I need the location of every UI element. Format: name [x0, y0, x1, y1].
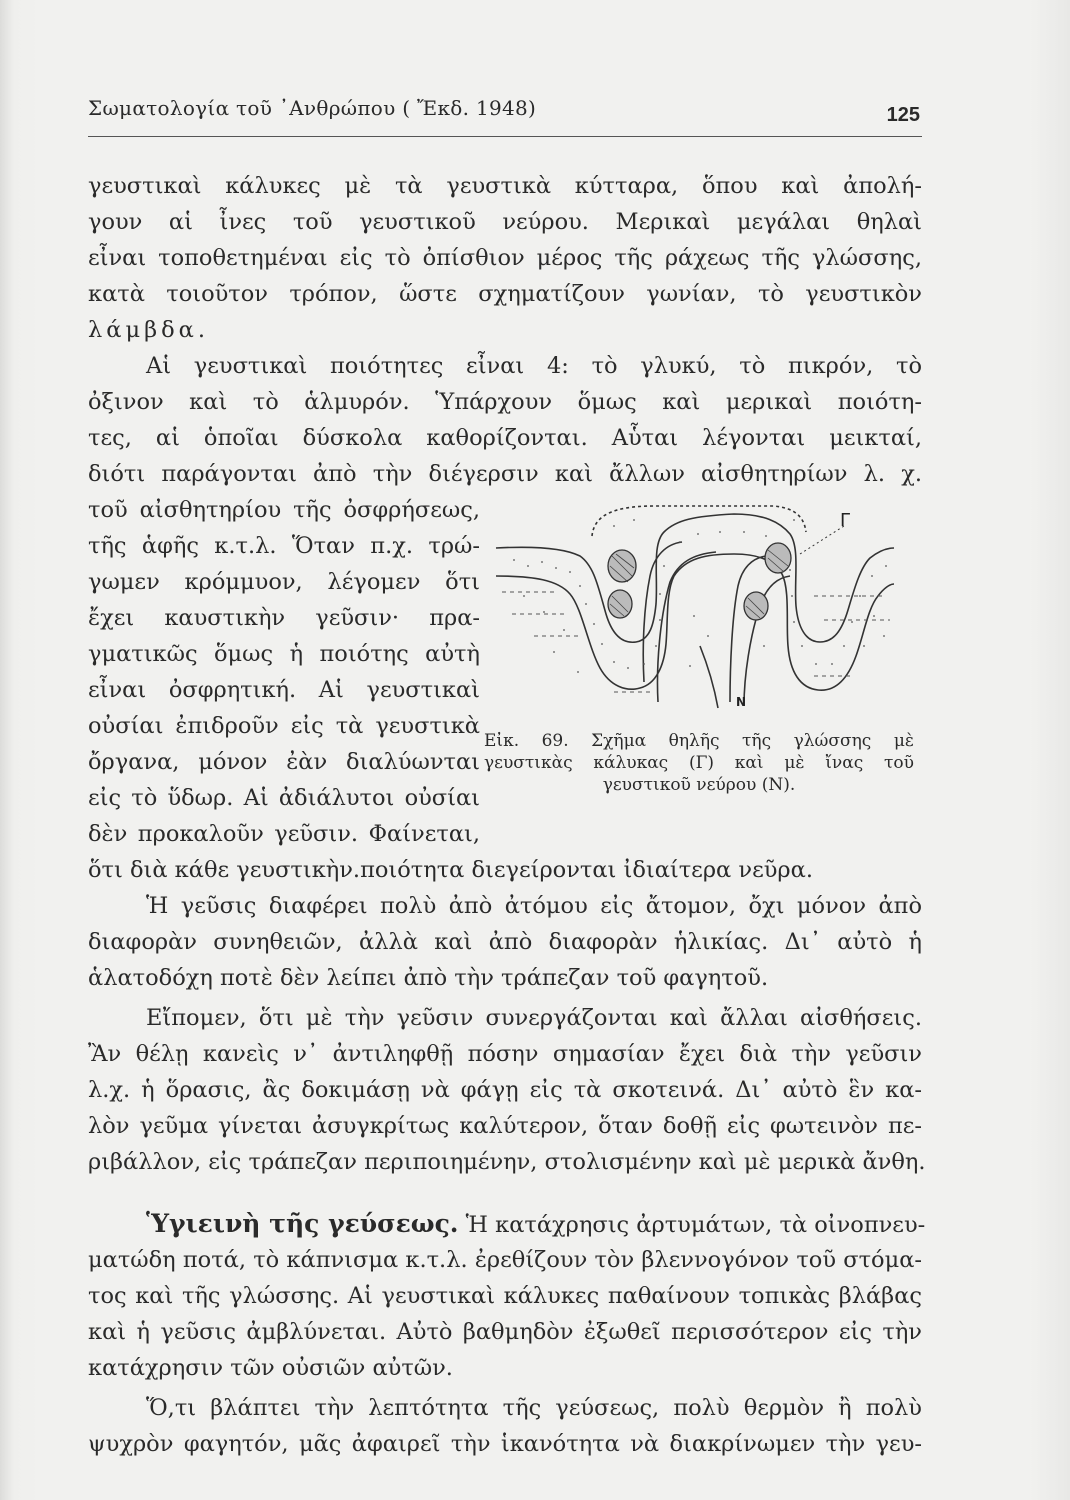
figure-caption-line: Εἰκ. 69. Σχῆμα θηλῆς τῆς γλώσσης μὲ — [484, 731, 914, 751]
text-line: λ.χ. ἡ ὅρασις, ἂς δοκιμάσῃ νὰ φάγῃ εἰς τὰ σκοτεινά. Δι᾽ αὐτὸ ἓν κα- — [88, 1077, 922, 1103]
text-line: Ἡ γεῦσις διαφέρει πολὺ ἀπὸ ἀτόμου εἰς ἄτομον, ὄχι μόνον ἀπὸ — [146, 893, 922, 919]
nerve-fiber — [730, 556, 766, 702]
text-line: τες, αἱ ὁποῖαι δύσκολα καθορίζονται. Αὗται λέγονται μεικταί, — [88, 425, 922, 451]
text-line: ματώδη ποτά, τὸ κάπνισμα κ.τ.λ. ἐρεθίζουν τὸν βλεννογόνον τοῦ στόμα- — [88, 1247, 922, 1273]
text-line: διότι παράγονται ἀπὸ τὴν διέγερσιν καὶ ἄλλων αἰσθητηρίων λ. χ. — [88, 461, 922, 487]
text-line: ὀξινον καὶ τὸ ἁλμυρόν. Ὑπάρχουν ὅμως καὶ μερικαὶ ποιότη- — [88, 389, 922, 415]
text-line: δὲν προκαλοῦν γεῦσιν. Φαίνεται, — [88, 821, 480, 847]
text-line: Ὅ,τι βλάπτει τὴν λεπτότητα τῆς γεύσεως, πολὺ θερμὸν ἢ πολὺ — [146, 1395, 922, 1421]
text-line: κατὰ τοιοῦτον τρόπον, ὥστε σχηματίζουν γωνίαν, τὸ γευστικὸν — [88, 281, 922, 307]
text-line: οὐσίαι ἐπιδροῦν εἰς τὰ γευστικὰ — [88, 713, 480, 739]
text-line: γματικῶς ὅμως ἡ ποιότης αὐτὴ — [88, 641, 480, 667]
text-line: εἰς τὸ ὕδωρ. Αἱ ἀδιάλυτοι οὐσίαι — [88, 785, 480, 811]
text-line: ἁλατοδόχη ποτὲ δὲν λείπει ἀπὸ τὴν τράπεζαν τοῦ φαγητοῦ. — [88, 965, 769, 991]
text-line: κατάχρησιν τῶν οὐσιῶν αὐτῶν. — [88, 1355, 453, 1381]
text-line — [146, 1206, 926, 1243]
text-line: εἶναι τοποθετημέναι εἰς τὸ ὀπίσθιον μέρος τῆς ράχεως τῆς γλώσσης, — [88, 245, 922, 271]
text-line: διαφορὰν συνηθειῶν, ἀλλὰ καὶ ἀπὸ διαφορὰν ἡλικίας. Δι᾽ αὐτὸ ἡ — [88, 929, 922, 955]
running-title: Σωματολογία τοῦ ᾽Ανθρώπου ( Ἔκδ. 1948) — [88, 96, 537, 120]
text-line: Ἂν θέλῃ κανεὶς ν᾽ ἀντιληφθῇ πόσην σημασίαν ἔχει διὰ τὴν γεῦσιν — [88, 1041, 922, 1067]
section-first-line-text: Ἡ κατάχρησις ἀρτυμάτων, τὰ οἰνοπνευ- — [465, 1212, 926, 1238]
epithelium-outer-line — [496, 514, 894, 642]
text-line: Εἴπομεν, ὅτι μὲ τὴν γεῦσιν συνεργάζονται καὶ ἄλλαι αἰσθήσεις. — [146, 1005, 922, 1031]
text-line: Αἱ γευστικαὶ ποιότητες εἶναι 4: τὸ γλυκύ, τὸ πικρόν, τὸ — [146, 353, 922, 379]
text-line: γωμεν κρόμμυον, λέγομεν ὅτι — [88, 569, 480, 595]
header-rule — [88, 136, 922, 137]
text-line: ἔχει καυστικὴν γεῦσιν· πρα- — [88, 605, 480, 631]
section-heading: Ὑγιεινὴ τῆς γεύσεως. — [146, 1209, 459, 1238]
figure-label-nu: N — [736, 695, 747, 709]
nerve-fiber — [700, 646, 718, 708]
epithelium-inner-line — [496, 554, 894, 690]
text-line: τος καὶ τῆς γλώσσης. Αἱ γευστικαὶ κάλυκες παθαίνουν τοπικὰς βλάβας — [88, 1283, 922, 1309]
page-number: 125 — [886, 104, 920, 126]
figure-label-gamma: Γ — [840, 510, 851, 531]
text-line: καὶ ἡ γεῦσις ἀμβλύνεται. Αὐτὸ βαθμηδὸν ἐξωθεῖ περισσότερον εἰς τὴν — [88, 1319, 922, 1345]
running-header — [88, 96, 920, 126]
text-line: ὅτι διὰ κάθε γευστικὴν.ποιότητα διεγείρονται ἰδιαίτερα νεῦρα. — [88, 857, 813, 883]
text-line: ψυχρὸν φαγητόν, μᾶς ἀφαιρεῖ τὴν ἱκανότητα νὰ διακρίνωμεν τὴν γευ- — [88, 1431, 922, 1457]
text-line: τῆς ἁφῆς κ.τ.λ. Ὅταν π.χ. τρώ- — [88, 533, 480, 559]
text-line: λὸν γεῦμα γίνεται ἀσυγκρίτως καλύτερον, ὅταν δοθῇ εἰς φωτεινὸν πε- — [88, 1113, 922, 1139]
tongue-papilla-figure — [494, 496, 894, 722]
text-line: ριβάλλον, εἰς τράπεζαν περιποιημένην, στολισμένην καὶ μὲ μερικὰ ἄνθη. — [88, 1149, 926, 1175]
text-line: ὄργανα, μόνον ἐὰν διαλύωνται — [88, 749, 480, 775]
text-line: λάμβδα. — [88, 317, 209, 343]
text-line: γευστικαὶ κάλυκες μὲ τὰ γευστικὰ κύτταρα, ὅπου καὶ ἀπολή- — [88, 173, 922, 199]
text-line: τοῦ αἰσθητηρίου τῆς ὀσφρήσεως, — [88, 497, 480, 523]
figure-caption-line: γευστικοῦ νεύρου (Ν). — [602, 775, 796, 795]
text-line: γουν αἱ ἶνες τοῦ γευστικοῦ νεύρου. Μερικαὶ μεγάλαι θηλαὶ — [88, 209, 922, 235]
figure-caption-line: γευστικὰς κάλυκας (Γ) καὶ μὲ ἴνας τοῦ — [484, 753, 914, 773]
text-line: εἶναι ὀσφρητική. Αἱ γευστικαὶ — [88, 677, 480, 703]
